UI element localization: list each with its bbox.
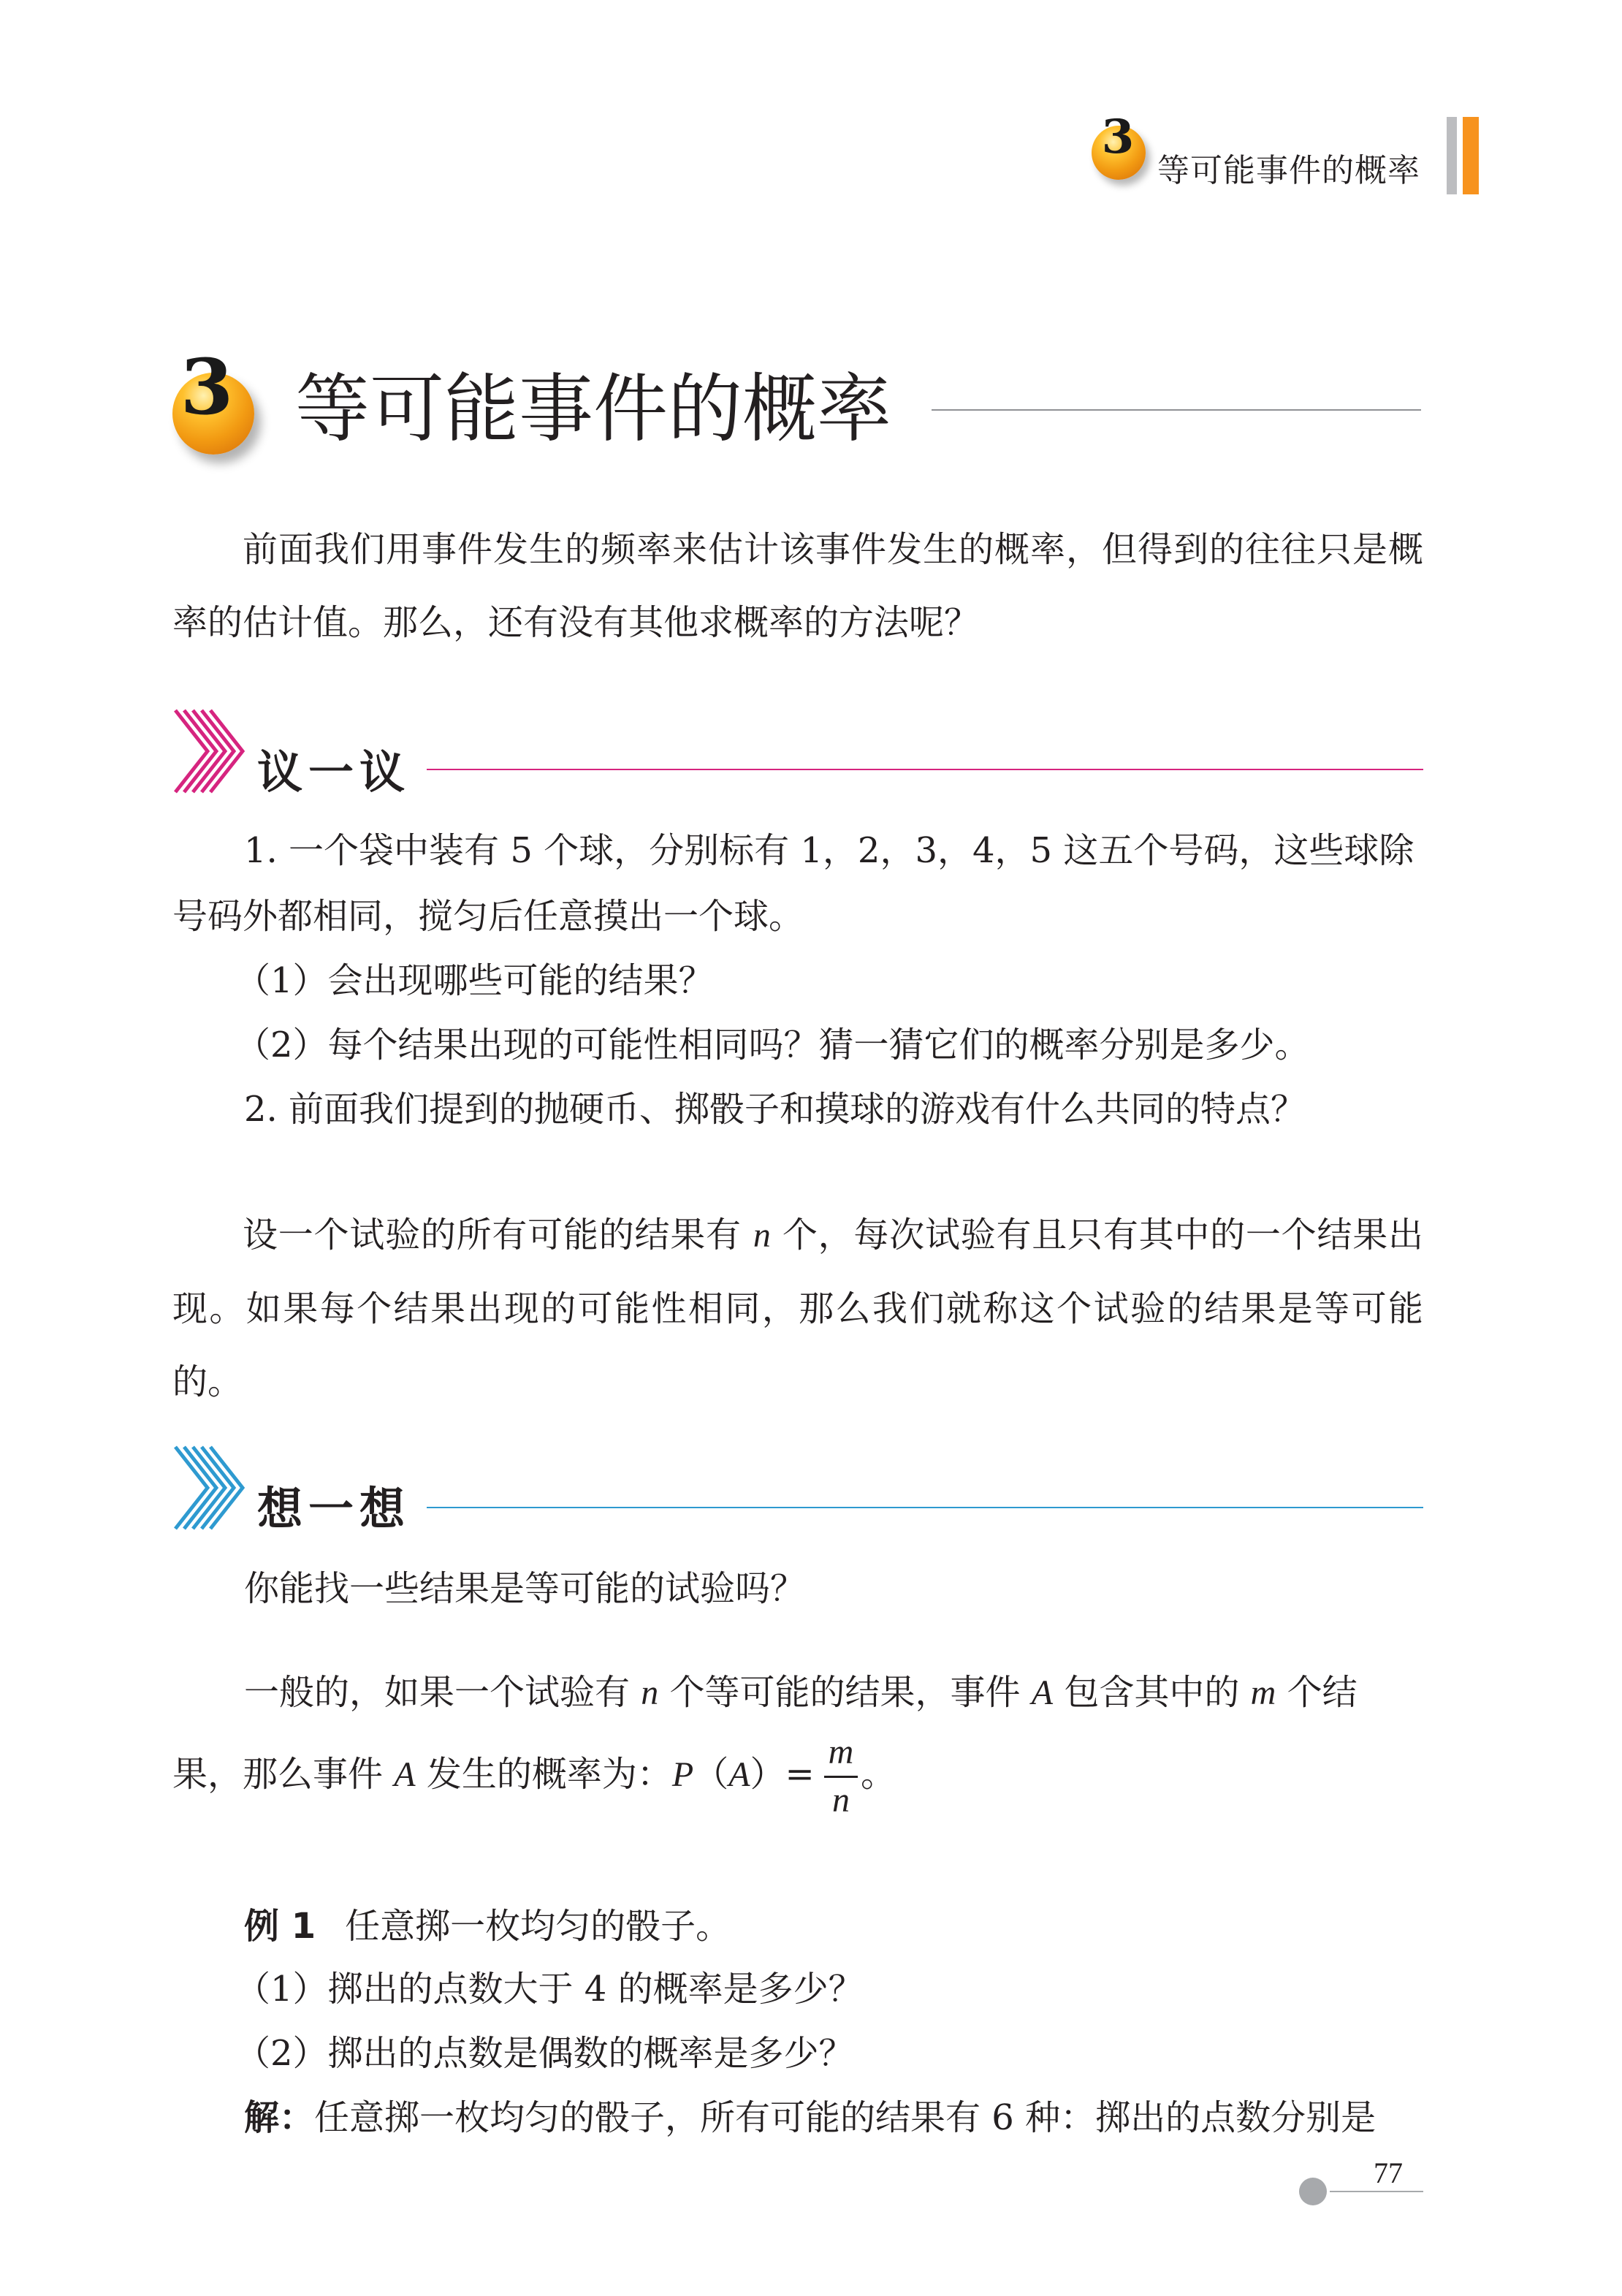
example-solution [244,2097,1377,2138]
definition-paragraph [172,1198,1423,1418]
fraction-bar [824,1776,858,1778]
think-question: 你能找一些结果是等可能的试验吗？ [244,1568,806,1609]
header-orange-bar [1463,117,1479,194]
discuss-divider [427,769,1423,770]
think-divider [427,1507,1423,1508]
solution-label: 解： [244,2097,315,2138]
discuss-q1-sub1: （1）会出现哪些可能的结果？ [235,960,714,1001]
page-number: 77 [1374,2156,1403,2189]
page-rule [1330,2191,1423,2192]
header-grey-bar [1447,117,1457,194]
example-heading [244,1906,731,1947]
fraction-numerator: m [828,1733,854,1771]
intro-paragraph: 前面我们用事件发生的频率来估计该事件发生的概率，但得到的往往只是概率的估计值。那么，还有没有其他求概率的方法呢？ [172,529,1423,643]
discuss-title: 议一议 [257,745,411,799]
discuss-q1-line1: 1. 一个袋中装有 5 个球，分别标有 1，2，3，4，5 这五个号码，这些球除 [244,830,1415,871]
discuss-q2: 2. 前面我们提到的抛硬币、掷骰子和摸球的游戏有什么共同的特点？ [244,1089,1306,1130]
chapter-divider [932,409,1421,411]
page-dot-icon [1299,2178,1327,2205]
formula-line2: 果，那么事件 A 发生的概率为：P（A）= [172,1754,815,1795]
definition-text-b: 个，每次试验有且只有其中的一个结果出现。如果每个结果出现的可能性相同，那么我们就称这个试验的结果是等可能的。 [172,1214,1423,1402]
fraction-denominator: n [832,1781,850,1820]
chapter-title: 等可能事件的概率 [295,366,891,453]
example-label: 例 1 [244,1906,316,1947]
example-text: 任意掷一枚均匀的骰子。 [345,1906,731,1947]
solution-text: 任意掷一枚均匀的骰子，所有可能的结果有 6 种：掷出的点数分别是 [314,2097,1377,2138]
definition-text-a: 设一个试验的所有可能的结果有 [243,1214,753,1255]
formula-end: 。 [861,1754,896,1795]
discuss-q1-line2: 号码外都相同，搅匀后任意摸出一个球。 [172,896,804,937]
example-q1: （1）掷出的点数大于 4 的概率是多少？ [235,1969,864,2010]
var-n: n [753,1216,771,1255]
probability-fraction [823,1732,859,1820]
chevron-arrows-icon [172,707,245,795]
chevron-arrows-icon [172,1444,245,1532]
running-header-number: 3 [1101,110,1135,164]
running-header-title: 等可能事件的概率 [1157,152,1420,189]
chapter-number: 3 [180,342,234,432]
think-title: 想一想 [257,1482,411,1535]
formula-line1: 一般的，如果一个试验有 n 个等可能的结果，事件 A 包含其中的 m 个结 [244,1672,1358,1713]
discuss-q1-sub2: （2）每个结果出现的可能性相同吗？猜一猜它们的概率分别是多少。 [235,1025,1310,1065]
example-q2: （2）掷出的点数是偶数的概率是多少？ [235,2033,854,2074]
